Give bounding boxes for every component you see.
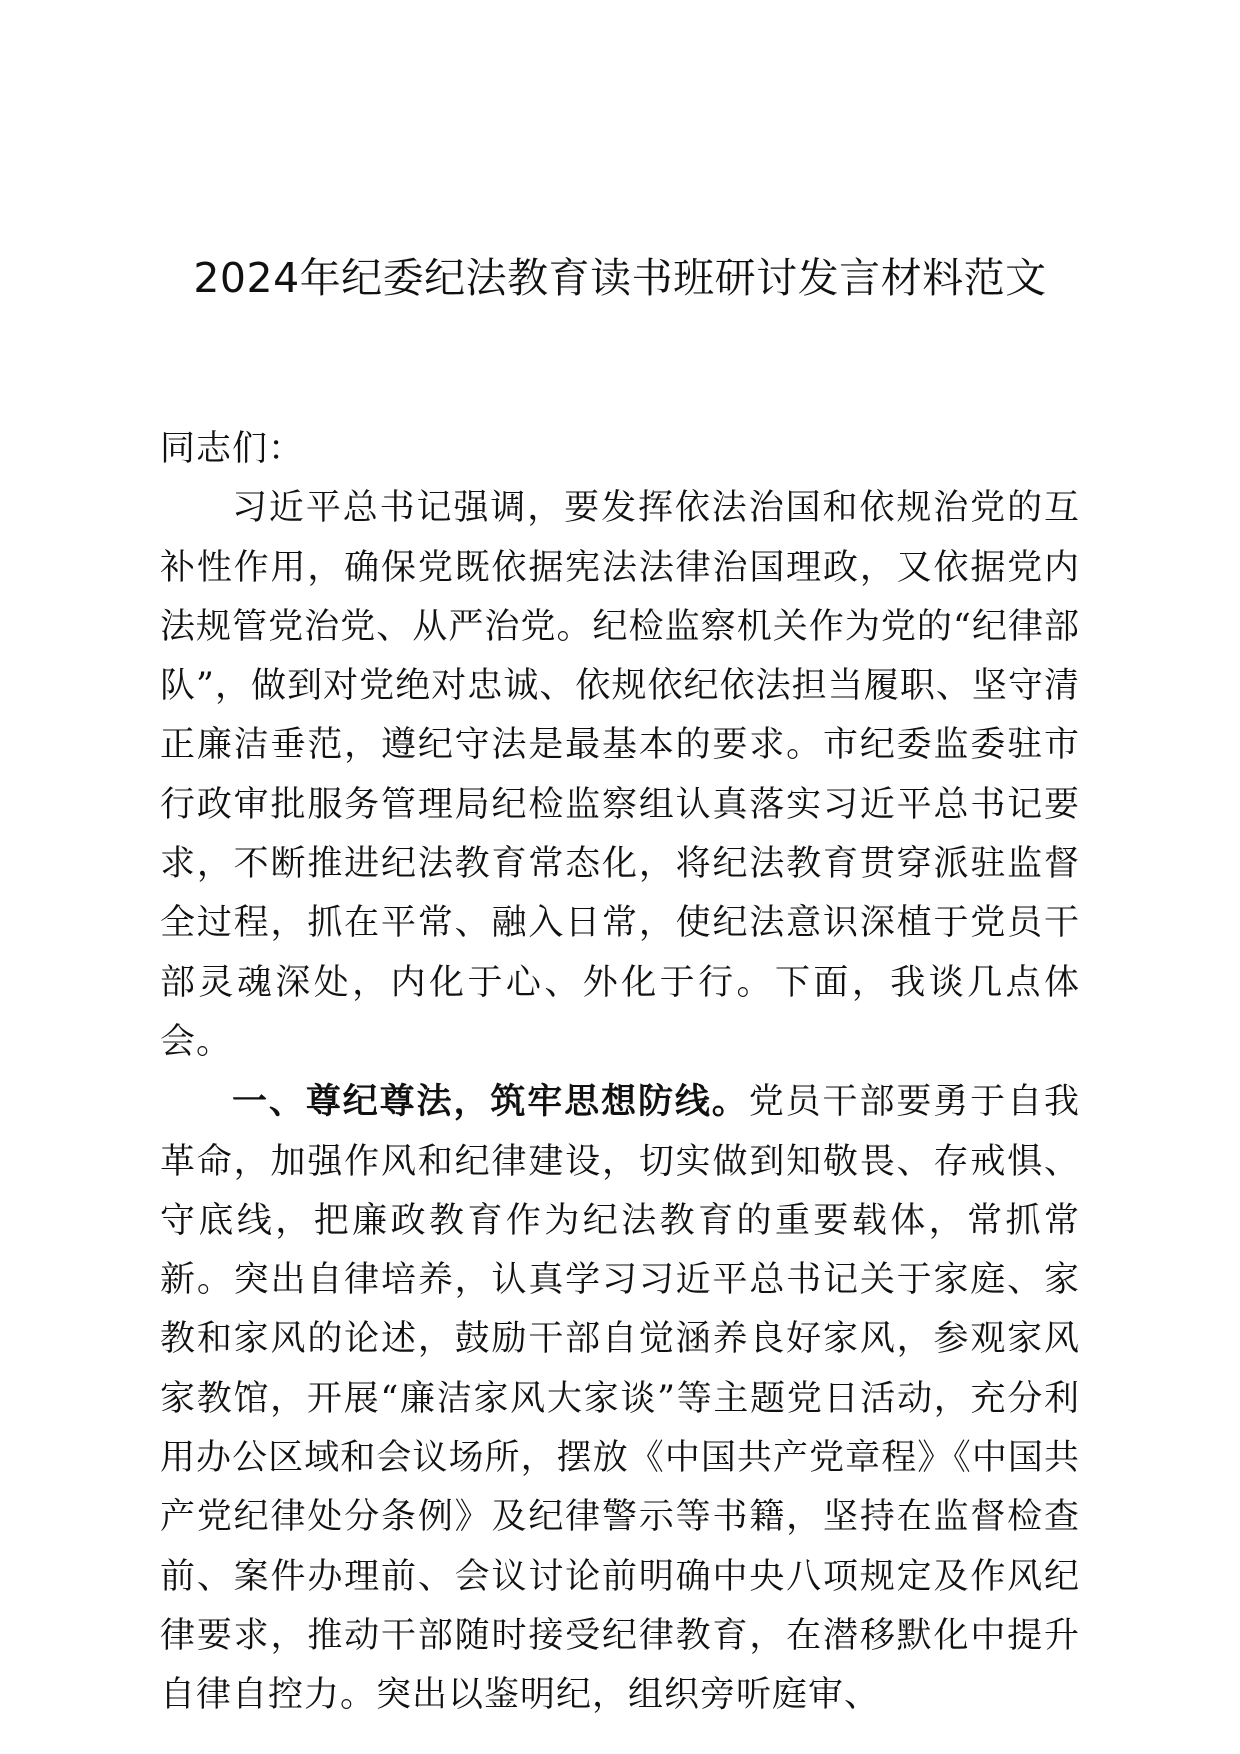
paragraph-section-1: [160, 1072, 1080, 1725]
section-1-heading: 一、尊纪尊法，筑牢思想防线。: [232, 1081, 749, 1123]
salutation: 同志们：: [160, 429, 305, 469]
paragraph-intro: 习近平总书记强调，要发挥依法治国和依规治党的互补性作用，确保党既依据宪法法律治国理政，又依据党内法规管党治党、从严治党。纪检监察机关作为党的“纪律部队”，做到对党绝对忠诚、依规依纪依法担当履职、坚守清正廉洁垂范，遵纪守法是最基本的要求。市纪委监委驻市行政审批服务管理局纪检监察组认真落实习近平总书记要求，不断推进纪法教育常态化，将纪法教育贯穿派驻监督全过程，抓在平常、融入日常，使纪法意识深植于党员干部灵魂深处，内化于心、外化于行。下面，我谈几点体会。: [160, 488, 1080, 1062]
document-title: 2024年纪委纪法教育读书班研讨发言材料范文: [193, 254, 1047, 302]
section-1-text: 党员干部要勇于自我革命，加强作风和纪律建设，切实做到知敬畏、存戒惧、守底线，把廉政教育作为纪法教育的重要载体，常抓常新。突出自律培养，认真学习习近平总书记关于家庭、家教和家风的论述，鼓励干部自觉涵养良好家风，参观家风家教馆，开展“廉洁家风大家谈”等主题党日活动，充分利用办公区域和会议场所，摆放《中国共产党章程》《中国共产党纪律处分条例》及纪律警示等书籍，坚持在监督检查前、案件办理前、会议讨论前明确中央八项规定及作风纪律要求，推动干部随时接受纪律教育，在潜移默化中提升自律自控力。突出以鉴明纪，组织旁听庭审、: [160, 1082, 1080, 1716]
document-body: [160, 420, 1080, 1726]
